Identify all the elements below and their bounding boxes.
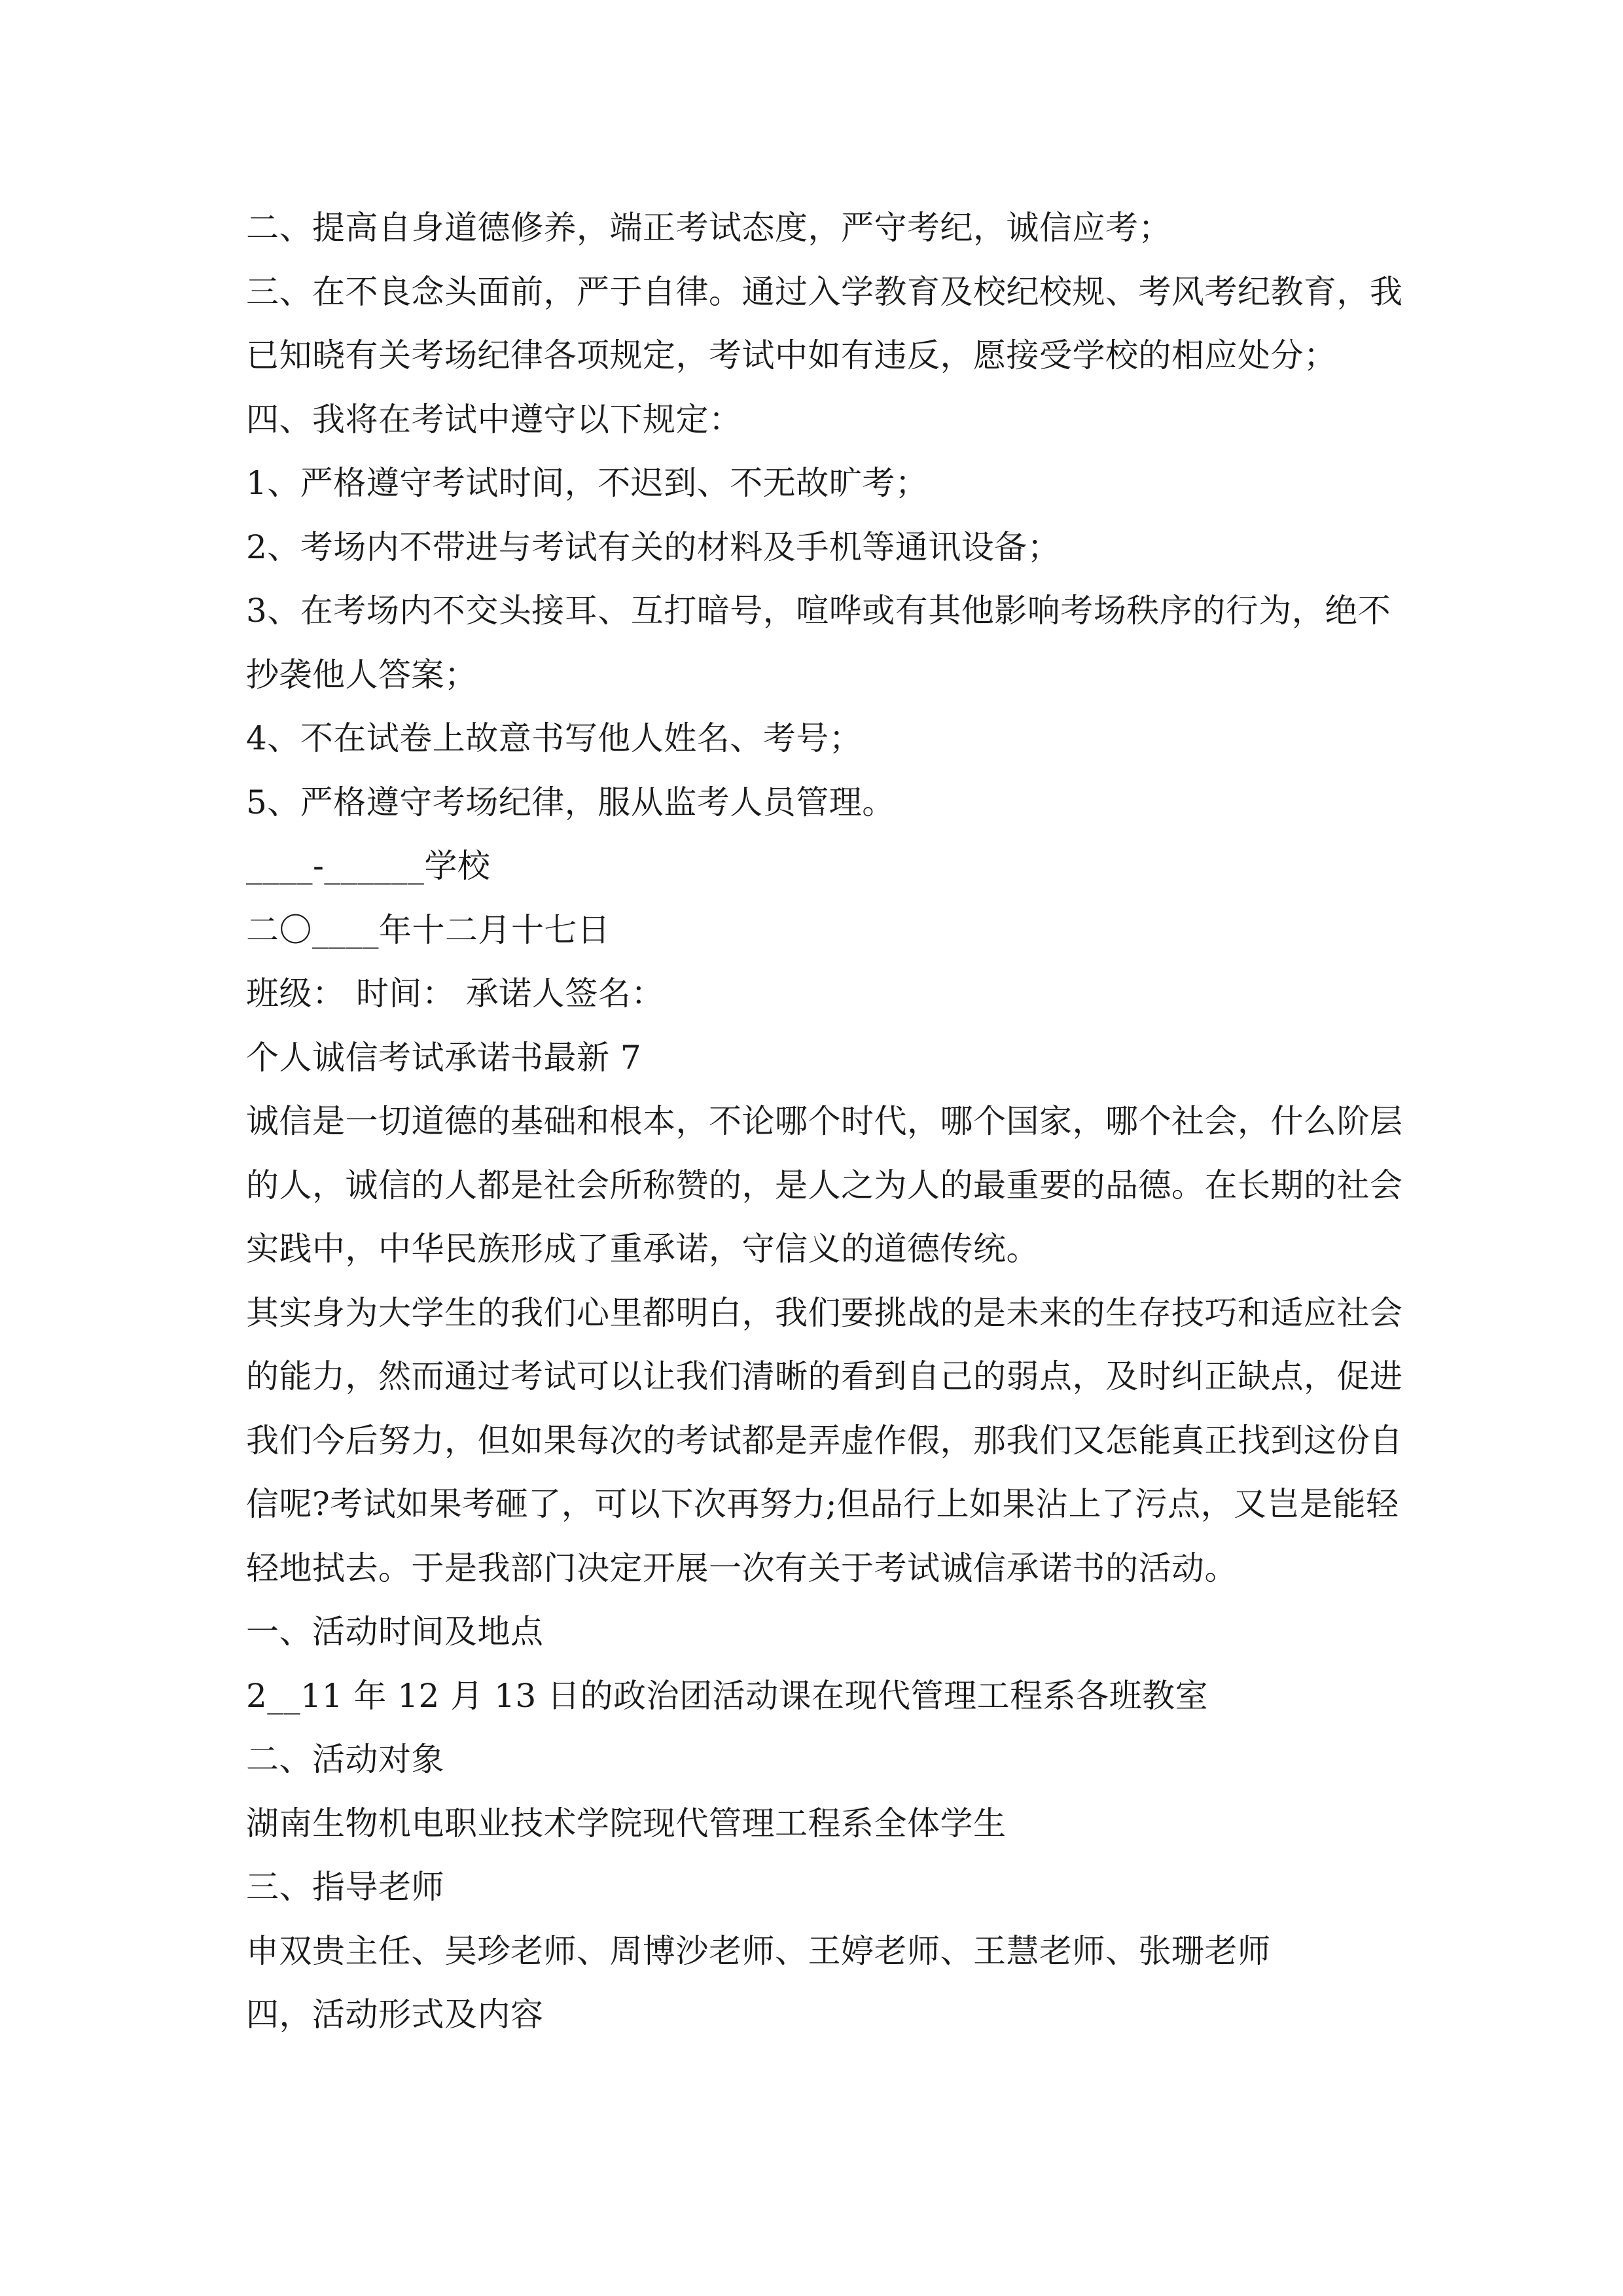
text-line: 的能力，然而通过考试可以让我们清晰的看到自己的弱点，及时纠正缺点，促进 [246,1357,1403,1395]
text-line: 轻地拭去。于是我部门决定开展一次有关于考试诚信承诺书的活动。 [246,1549,1238,1587]
section-title: 个人诚信考试承诺书最新 7 [246,1038,642,1077]
text-line: 抄袭他人答案； [246,655,478,694]
date-line: 二〇____年十二月十七日 [246,910,611,949]
text-line: 1、严格遵守考试时间，不迟到、不无故旷考； [246,464,929,502]
text-line: 2、考场内不带进与考试有关的材料及手机等通讯设备； [246,528,1061,566]
text-line: 2__11 年 12 月 13 日的政治团活动课在现代管理工程系各班教室 [246,1676,1209,1715]
section-heading: 一、活动时间及地点 [246,1613,544,1651]
signature-line: 班级： 时间： 承诺人签名： [246,975,664,1013]
text-line: 已知晓有关考场纪律各项规定，考试中如有违反，愿接受学校的相应处分； [246,336,1337,374]
text-line: 我们今后努力，但如果每次的考试都是弄虚作假，那我们又怎能真正找到这份自 [246,1421,1403,1460]
text-line: 3、在考场内不交头接耳、互打暗号，喧哗或有其他影响考场秩序的行为，绝不 [246,592,1391,630]
section-heading: 三、指导老师 [246,1868,444,1906]
text-line: 5、严格遵守考场纪律，服从监考人员管理。 [246,783,895,821]
text-line: 二、提高自身道德修养，端正考试态度，严守考纪，诚信应考； [246,209,1171,247]
text-line: 的人，诚信的人都是社会所称赞的，是人之为人的最重要的品德。在长期的社会 [246,1166,1403,1204]
document-body [246,196,1403,2047]
text-line: 申双贵主任、吴珍老师、周博沙老师、王婷老师、王慧老师、张珊老师 [246,1931,1271,1970]
text-line: 三、在不良念头面前，严于自律。通过入学教育及校纪校规、考风考纪教育，我 [246,272,1403,311]
text-line: 诚信是一切道德的基础和根本，不论哪个时代，哪个国家，哪个社会，什么阶层 [246,1102,1403,1140]
text-line: 4、不在试卷上故意书写他人姓名、考号； [246,719,863,757]
text-line: 实践中，中华民族形成了重承诺，守信义的道德传统。 [246,1230,1039,1268]
section-heading: 四，活动形式及内容 [246,1996,544,2034]
text-line: 湖南生物机电职业技术学院现代管理工程系全体学生 [246,1804,1007,1842]
text-line: 其实身为大学生的我们心里都明白，我们要挑战的是未来的生存技巧和适应社会 [246,1293,1403,1332]
text-line: 信呢?考试如果考砸了，可以下次再努力;但品行上如果沾上了污点，又岂是能轻 [246,1485,1399,1523]
school-line: ____-______学校 [246,847,491,885]
section-heading: 二、活动对象 [246,1740,444,1778]
text-line: 四、我将在考试中遵守以下规定： [246,400,742,439]
